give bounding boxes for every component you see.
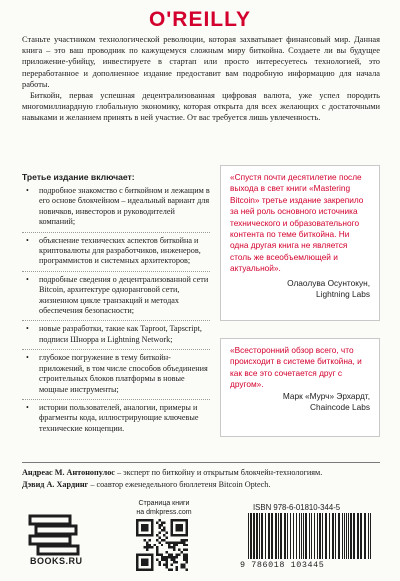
authors-block bbox=[22, 467, 382, 491]
list-item bbox=[22, 320, 210, 349]
list-item bbox=[22, 186, 210, 232]
author-line bbox=[22, 479, 382, 491]
review-quote-1 bbox=[220, 165, 380, 321]
bullet-icon: • bbox=[26, 186, 29, 195]
bullet-icon: • bbox=[26, 353, 29, 363]
bullet-icon: • bbox=[26, 274, 29, 284]
author-name: Дэвид А. Хардинг bbox=[22, 480, 89, 489]
divider bbox=[22, 462, 380, 463]
barcode-digits: 9 786018 103445 bbox=[240, 560, 325, 570]
author-role: – эксперт по биткойну и открытым блокчейн-технологиям. bbox=[114, 468, 323, 477]
features-list bbox=[22, 186, 210, 438]
list-item-text: объяснение технических аспектов биткойна и криптовалюты для разработчиков, инженеров, программистов и системных архитекторов; bbox=[39, 235, 201, 266]
author-line bbox=[22, 467, 382, 479]
oreilly-logo: O'REILLY bbox=[148, 8, 252, 31]
intro-text bbox=[22, 34, 380, 124]
bullet-icon: • bbox=[26, 235, 29, 245]
barcode-icon bbox=[240, 513, 380, 561]
author-role: – соавтор еженедельного бюллетеня Bitcoin Optech. bbox=[88, 480, 271, 489]
list-item-text: глубокое погружение в тему биткойн-приложений, в том числе способов объединения строительных блоков платформы в новые мощные инструменты; bbox=[39, 353, 208, 394]
qr-caption-line: на dmkpress.com bbox=[136, 508, 192, 516]
qr-code-icon bbox=[136, 519, 188, 571]
quote-author: Марк «Мурч» Эрхардт, bbox=[282, 390, 370, 401]
list-item-text: истории пользователей, аналогии, примеры и фрагменты кода, иллюстрирующие ключевые технические концепции. bbox=[39, 402, 199, 433]
intro-paragraph-2: Биткойн, первая успешная децентрализованная цифровая валюта, уже успел породить многомиллиардную глобальную экономику, которая открыта для всех желающих с достаточными навыками и желанием принять в ней участие. От вас требуется лишь увлеченность. bbox=[22, 91, 380, 123]
isbn-label: ISBN 978-6-01810-344-5 bbox=[253, 503, 341, 512]
list-item bbox=[22, 232, 210, 271]
qr-caption bbox=[132, 500, 196, 517]
bullet-icon: • bbox=[26, 324, 29, 334]
list-item bbox=[22, 271, 210, 321]
quote-author: Олаолува Осунтокун, bbox=[287, 277, 370, 288]
intro-paragraph-1: Станьте участником технологической революции, которая захватывает финансовый мир. Данная книга – это ваш проводник по кажущемуся сложным миру биткойна. Создаете ли вы будущее приложение-убийцу, инвестируете в стартап или просто интересуетесь технологией, это переработанное и дополненное издание предоставит вам подробную информацию для начала работы. bbox=[22, 35, 380, 89]
books-ru-logo: BOOKS.RU bbox=[30, 556, 83, 566]
quote-text: «Всесторонний обзор всего, что происходит в системе биткойна, и как все это сочетается друг с другом». bbox=[230, 345, 362, 390]
list-item-text: подробные сведения о децентрализованной сети Bitcoin, архитектуре одноранговой сети, жизненном цикле транзакций и методах обеспечения безопасности; bbox=[39, 274, 209, 316]
qr-caption-line: Страница книги bbox=[138, 500, 190, 507]
review-quote-2 bbox=[220, 338, 380, 437]
list-item-text: подробное знакомство с биткойном и лежащим в его основе блокчейном – идеальный вариант для новичков, инвесторов и руководителей компаний; bbox=[39, 186, 210, 227]
list-item bbox=[22, 349, 210, 399]
includes-heading: Третье издание включает: bbox=[22, 172, 135, 182]
bullet-icon: • bbox=[26, 402, 29, 412]
list-item-text: новые разработки, такие как Taproot, Tapscript, подписи Шнорра и Lightning Network; bbox=[39, 324, 202, 344]
list-item bbox=[22, 399, 210, 438]
author-name: Андреас М. Антонопулос bbox=[22, 468, 115, 477]
quote-text: «Спустя почти десятилетие после выхода в свет книги «Mastering Bitcoin» третье издание закрепило за ней роль основного источника технического и образовательного контента по теме биткойна. Ни одна другая книга не является столь же всеобъемлющей и актуальной». bbox=[230, 172, 364, 274]
quote-affiliation: Lightning Labs bbox=[316, 289, 370, 300]
quote-affiliation: Chaincode Labs bbox=[310, 402, 370, 413]
